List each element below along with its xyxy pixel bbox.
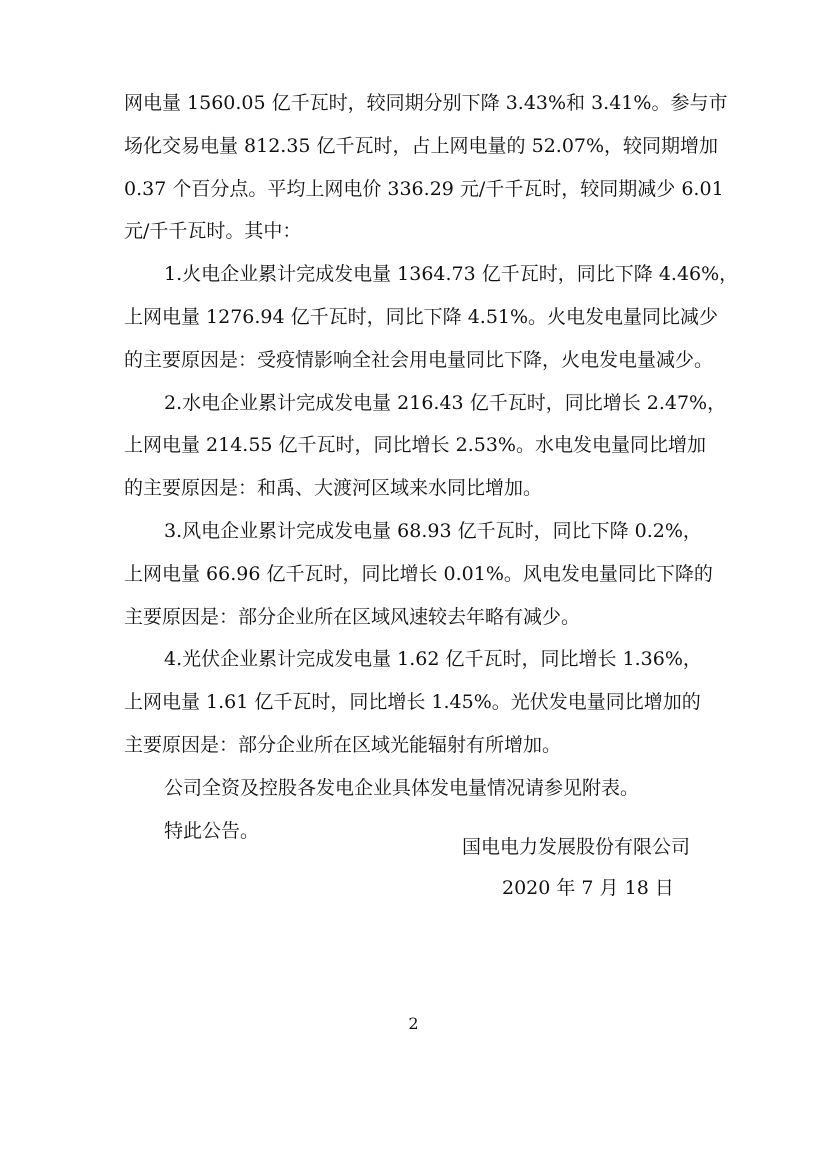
text-line: 的主要原因是：和禹、大渡河区域来水同比增加。 — [124, 477, 543, 500]
text-line: 3.风电企业累计完成发电量 68.93 亿千瓦时，同比下降 0.2%， — [164, 519, 702, 542]
company-signature: 国电电力发展股份有限公司 — [462, 836, 691, 858]
paragraph — [124, 388, 727, 516]
paragraph — [124, 516, 713, 644]
text-line: 1.火电企业累计完成发电量 1364.73 亿千瓦时，同比下降 4.46%， — [164, 263, 739, 286]
page-number: 2 — [408, 1014, 419, 1033]
text-line: 上网电量 1.61 亿千瓦时，同比增长 1.45%。光伏发电量同比增加的 — [124, 691, 701, 714]
announcement-date: 2020 年 7 月 18 日 — [502, 877, 674, 899]
text-line: 主要原因是：部分企业所在区域光能辐射有所增加。 — [124, 733, 562, 756]
text-line: 上网电量 66.96 亿千瓦时，同比增长 0.01%。风电发电量同比下降的 — [124, 562, 713, 585]
paragraph — [124, 644, 700, 772]
text-line: 上网电量 214.55 亿千瓦时，同比增长 2.53%。水电发电量同比增加 — [124, 434, 706, 457]
paragraph — [124, 773, 700, 816]
announcement-body — [124, 88, 739, 858]
text-line: 特此公告。 — [164, 819, 260, 842]
text-line: 公司全资及控股各发电企业具体发电量情况请参见附表。 — [164, 776, 640, 799]
text-line: 场化交易电量 812.35 亿千瓦时，占上网电量的 52.07%，较同期增加 — [124, 134, 719, 157]
text-line: 元/千千瓦时。其中： — [124, 220, 302, 243]
paragraph — [124, 88, 728, 259]
text-line: 主要原因是：部分企业所在区域风速较去年略有减少。 — [124, 605, 581, 628]
text-line: 网电量 1560.05 亿千瓦时，较同期分别下降 3.43%和 3.41%。参与市 — [124, 92, 728, 114]
text-line: 2.水电企业累计完成发电量 216.43 亿千瓦时，同比增长 2.47%， — [164, 391, 727, 414]
text-line: 0.37 个百分点。平均上网电价 336.29 元/千千瓦时，较同期减少 6.01 — [124, 177, 724, 200]
text-line: 4.光伏企业累计完成发电量 1.62 亿千瓦时，同比增长 1.36%， — [164, 648, 702, 671]
paragraph — [124, 259, 739, 387]
text-line: 上网电量 1276.94 亿千瓦时，同比下降 4.51%。火电发电量同比减少 — [124, 305, 719, 328]
text-line: 的主要原因是：受疫情影响全社会用电量同比下降，火电发电量减少。 — [124, 348, 714, 371]
